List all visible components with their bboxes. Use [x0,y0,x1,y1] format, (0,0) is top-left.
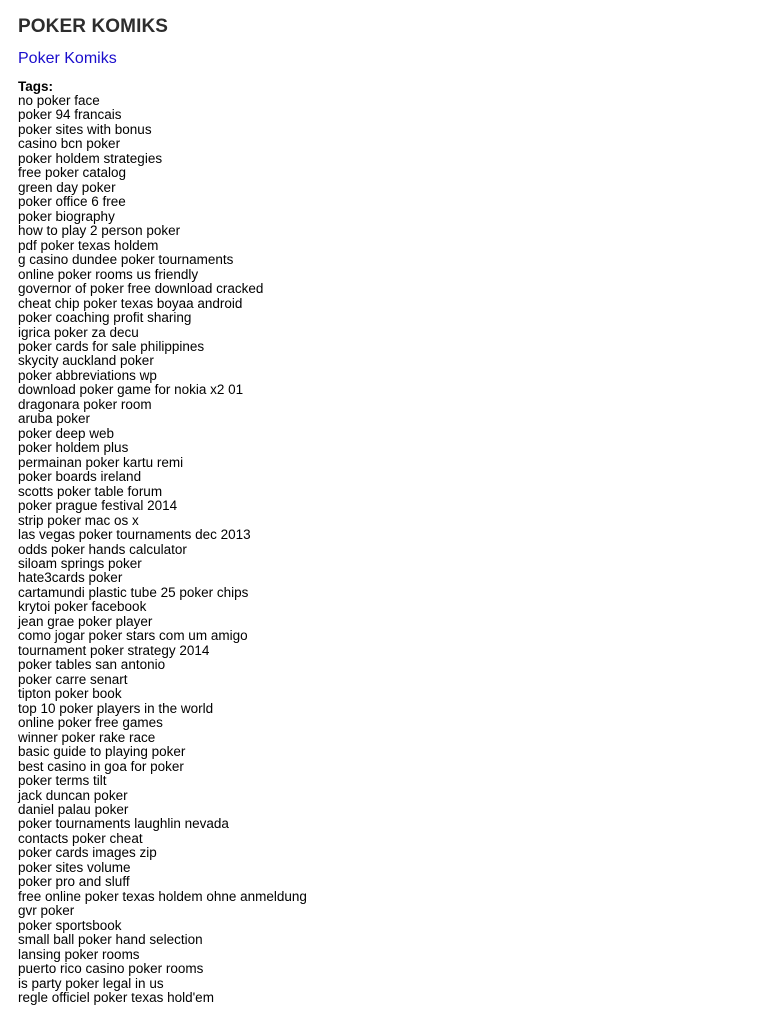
tag-item: is party poker legal in us [18,975,164,991]
tag-item: poker abbreviations wp [18,367,157,383]
tag-item: skycity auckland poker [18,353,154,369]
tag-item: poker prague festival 2014 [18,498,178,514]
tag-item: poker carre senart [18,671,128,687]
tag-item: jack duncan poker [18,787,128,803]
tag-item: regle officiel poker texas hold'em [18,990,214,1006]
tag-item: krytoi poker facebook [18,599,147,615]
tag-item: poker office 6 free [18,194,126,210]
tag-item: g casino dundee poker tournaments [18,252,234,268]
tag-item: poker 94 francais [18,107,122,123]
tag-item: dragonara poker room [18,396,152,412]
tag-item: las vegas poker tournaments dec 2013 [18,527,251,543]
tag-item: free online poker texas holdem ohne anmeldung [18,888,307,904]
tag-item: poker deep web [18,425,115,441]
tag-item: lansing poker rooms [18,946,140,962]
tag-item: daniel palau poker [18,801,129,817]
tag-list [18,94,770,1006]
tag-item: green day poker [18,179,116,195]
tag-item: poker biography [18,208,115,224]
tag-item: puerto rico casino poker rooms [18,961,204,977]
tag-item: cartamundi plastic tube 25 poker chips [18,584,249,600]
tag-item: poker holdem plus [18,440,129,456]
tag-item: winner poker rake race [18,729,156,745]
tag-item: poker sites with bonus [18,121,152,137]
tag-item: free poker catalog [18,165,127,181]
tag-item: download poker game for nokia x2 01 [18,382,244,398]
tag-item: poker boards ireland [18,469,142,485]
tag-item: poker tables san antonio [18,657,166,673]
tag-item: gvr poker [18,903,75,919]
tag-item: tournament poker strategy 2014 [18,642,210,658]
tag-item: jean grae poker player [18,613,153,629]
tag-item: igrica poker za decu [18,324,139,340]
tag-item: online poker rooms us friendly [18,266,199,282]
tag-item: online poker free games [18,715,163,731]
tag-item: cheat chip poker texas boyaa android [18,295,243,311]
tag-item: hate3cards poker [18,570,123,586]
tag-item: scotts poker table forum [18,483,163,499]
tag-item: strip poker mac os x [18,512,139,528]
tag-item: poker sites volume [18,859,131,875]
tag-item: no poker face [18,93,100,108]
tag-item: governor of poker free download cracked [18,281,264,297]
home-link[interactable]: Poker Komiks [18,50,117,67]
tag-item: odds poker hands calculator [18,541,187,557]
tag-item: aruba poker [18,411,91,427]
tag-item: tipton poker book [18,686,122,702]
tag-item: best casino in goa for poker [18,758,184,774]
tag-item: poker sportsbook [18,917,122,933]
tag-item: siloam springs poker [18,556,142,571]
tag-item: how to play 2 person poker [18,223,181,239]
home-link-row [18,38,770,69]
tag-item: contacts poker cheat [18,830,143,846]
tag-item: como jogar poker stars com um amigo [18,628,248,644]
tag-item: permainan poker kartu remi [18,454,184,470]
tag-item: poker coaching profit sharing [18,310,192,326]
tags-heading: Tags: [18,79,54,94]
tag-item: poker cards for sale philippines [18,338,205,354]
tag-item: poker cards images zip [18,845,157,861]
tag-item: poker pro and sluff [18,874,130,890]
tag-item: top 10 poker players in the world [18,700,214,716]
tag-item: small ball poker hand selection [18,932,203,948]
tag-item: poker holdem strategies [18,150,163,166]
tag-item: basic guide to playing poker [18,744,186,760]
site-title: POKER KOMIKS [18,16,169,37]
tag-item: poker tournaments laughlin nevada [18,816,229,832]
tag-item: casino bcn poker [18,136,121,152]
tag-item: pdf poker texas holdem [18,237,159,253]
tag-item: poker terms tilt [18,773,107,789]
